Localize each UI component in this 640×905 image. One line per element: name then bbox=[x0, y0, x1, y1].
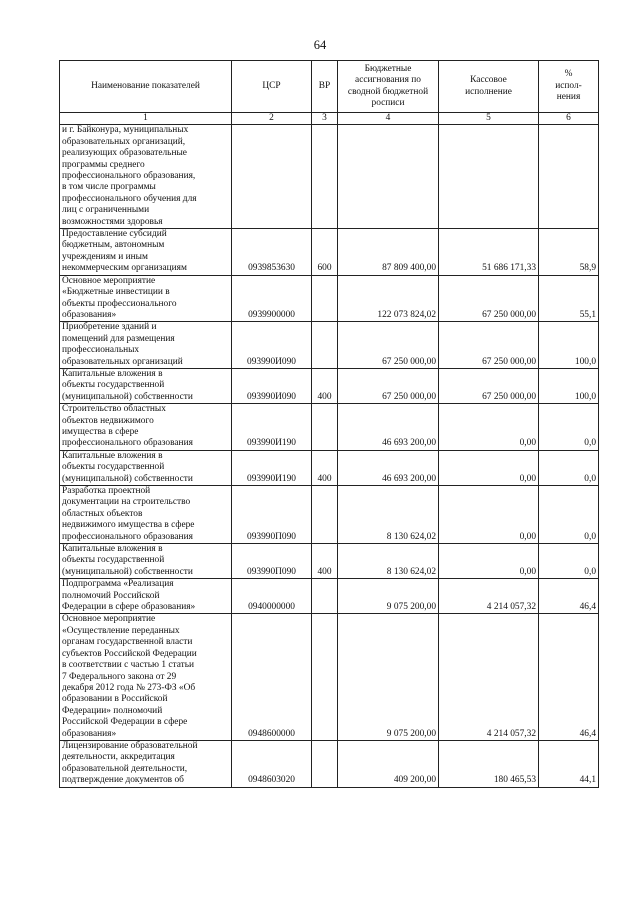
table-row bbox=[60, 125, 599, 229]
table-row bbox=[60, 322, 599, 369]
indicator-name: Капитальные вложения в объекты государственной (муниципальной) собственности bbox=[60, 368, 232, 403]
header-csr: ЦСР bbox=[232, 61, 312, 113]
column-number: 4 bbox=[338, 113, 439, 125]
indicator-name: Лицензирование образовательной деятельности, аккредитация образовательной деятельности, подтверждение документов об bbox=[60, 740, 232, 787]
budget-execution-table bbox=[59, 60, 599, 788]
page-number: 64 bbox=[313, 38, 327, 52]
execution-percent bbox=[539, 125, 599, 229]
vr-code: 600 bbox=[312, 229, 338, 276]
column-number: 1 bbox=[60, 113, 232, 125]
vr-code: 400 bbox=[312, 450, 338, 485]
csr-code: 0948603020 bbox=[232, 740, 312, 787]
cash-amount: 67 250 000,00 bbox=[439, 322, 539, 369]
vr-code bbox=[312, 322, 338, 369]
csr-code: 0940000000 bbox=[232, 579, 312, 614]
table-row bbox=[60, 614, 599, 740]
vr-code bbox=[312, 125, 338, 229]
budget-amount: 8 130 624,02 bbox=[338, 544, 439, 579]
budget-amount: 46 693 200,00 bbox=[338, 450, 439, 485]
indicator-name: Основное мероприятие «Бюджетные инвестиции в объекты профессионального образования» bbox=[60, 275, 232, 322]
vr-code bbox=[312, 275, 338, 322]
header-vr: ВР bbox=[312, 61, 338, 113]
budget-amount: 409 200,00 bbox=[338, 740, 439, 787]
column-number: 2 bbox=[232, 113, 312, 125]
cash-amount bbox=[439, 125, 539, 229]
budget-amount: 46 693 200,00 bbox=[338, 404, 439, 451]
indicator-name: Основное мероприятие «Осуществление переданных органам государственной власти субъектов Российской Федерации в соответствии с частью 1 статьи 7 Федерального закона от 29 декабря 2012 года № 273-ФЗ «Об образовании в Российской Федерации» полномочий Российской Федерации в сфере образования» bbox=[60, 614, 232, 740]
vr-code: 400 bbox=[312, 544, 338, 579]
indicator-name: Капитальные вложения в объекты государственной (муниципальной) собственности bbox=[60, 544, 232, 579]
csr-code bbox=[232, 125, 312, 229]
header-row bbox=[60, 61, 599, 113]
execution-percent: 0,0 bbox=[539, 450, 599, 485]
table-row bbox=[60, 404, 599, 451]
indicator-name: Приобретение зданий и помещений для размещения профессиональных образовательных организаций bbox=[60, 322, 232, 369]
cash-amount: 0,00 bbox=[439, 486, 539, 544]
csr-code: 093990И090 bbox=[232, 322, 312, 369]
table-row bbox=[60, 368, 599, 403]
budget-amount: 122 073 824,02 bbox=[338, 275, 439, 322]
budget-amount: 67 250 000,00 bbox=[338, 368, 439, 403]
csr-code: 093990И190 bbox=[232, 404, 312, 451]
column-number: 6 bbox=[539, 113, 599, 125]
budget-amount: 67 250 000,00 bbox=[338, 322, 439, 369]
vr-code: 400 bbox=[312, 368, 338, 403]
table-row bbox=[60, 486, 599, 544]
indicator-name: Предоставление субсидий бюджетным, автономным учреждениям и иным некоммерческим организациям bbox=[60, 229, 232, 276]
csr-code: 093990И190 bbox=[232, 450, 312, 485]
cash-amount: 0,00 bbox=[439, 544, 539, 579]
table-row bbox=[60, 579, 599, 614]
execution-percent: 100,0 bbox=[539, 322, 599, 369]
budget-amount: 87 809 400,00 bbox=[338, 229, 439, 276]
table-row bbox=[60, 544, 599, 579]
execution-percent: 0,0 bbox=[539, 486, 599, 544]
execution-percent: 0,0 bbox=[539, 544, 599, 579]
csr-code: 093990П090 bbox=[232, 486, 312, 544]
indicator-name: Разработка проектной документации на строительство областных объектов недвижимого имущества в сфере профессионального образования bbox=[60, 486, 232, 544]
table-row bbox=[60, 275, 599, 322]
cash-amount: 67 250 000,00 bbox=[439, 368, 539, 403]
vr-code bbox=[312, 486, 338, 544]
execution-percent: 46,4 bbox=[539, 614, 599, 740]
column-number-row bbox=[60, 113, 599, 125]
header-indicator-name: Наименование показателей bbox=[60, 61, 232, 113]
vr-code bbox=[312, 579, 338, 614]
vr-code bbox=[312, 614, 338, 740]
csr-code: 093990П090 bbox=[232, 544, 312, 579]
indicator-name: и г. Байконура, муниципальных образовательных организаций, реализующих образовательные программы среднего профессионального образования, в том числе программы профессионального обучения для лиц с ограниченными возможностями здоровья bbox=[60, 125, 232, 229]
execution-percent: 44,1 bbox=[539, 740, 599, 787]
csr-code: 0939900000 bbox=[232, 275, 312, 322]
cash-amount: 51 686 171,33 bbox=[439, 229, 539, 276]
cash-amount: 180 465,53 bbox=[439, 740, 539, 787]
vr-code bbox=[312, 404, 338, 451]
execution-percent: 58,9 bbox=[539, 229, 599, 276]
execution-percent: 55,1 bbox=[539, 275, 599, 322]
column-number: 3 bbox=[312, 113, 338, 125]
vr-code bbox=[312, 740, 338, 787]
csr-code: 093990И090 bbox=[232, 368, 312, 403]
budget-amount bbox=[338, 125, 439, 229]
indicator-name: Строительство областных объектов недвижимого имущества в сфере профессионального образования bbox=[60, 404, 232, 451]
cash-amount: 0,00 bbox=[439, 404, 539, 451]
csr-code: 0939853630 bbox=[232, 229, 312, 276]
execution-percent: 100,0 bbox=[539, 368, 599, 403]
cash-amount: 0,00 bbox=[439, 450, 539, 485]
cash-amount: 4 214 057,32 bbox=[439, 614, 539, 740]
execution-percent: 46,4 bbox=[539, 579, 599, 614]
cash-amount: 4 214 057,32 bbox=[439, 579, 539, 614]
header-execution-percent: % испол- нения bbox=[539, 61, 599, 113]
indicator-name: Капитальные вложения в объекты государственной (муниципальной) собственности bbox=[60, 450, 232, 485]
table-row bbox=[60, 229, 599, 276]
execution-percent: 0,0 bbox=[539, 404, 599, 451]
column-number: 5 bbox=[439, 113, 539, 125]
budget-amount: 8 130 624,02 bbox=[338, 486, 439, 544]
budget-amount: 9 075 200,00 bbox=[338, 614, 439, 740]
header-budget-allocations: Бюджетные ассигнования по сводной бюджетной росписи bbox=[338, 61, 439, 113]
table-row bbox=[60, 450, 599, 485]
cash-amount: 67 250 000,00 bbox=[439, 275, 539, 322]
indicator-name: Подпрограмма «Реализация полномочий Российской Федерации в сфере образования» bbox=[60, 579, 232, 614]
csr-code: 0948600000 bbox=[232, 614, 312, 740]
budget-amount: 9 075 200,00 bbox=[338, 579, 439, 614]
header-cash-execution: Кассовое исполнение bbox=[439, 61, 539, 113]
table-row bbox=[60, 740, 599, 787]
